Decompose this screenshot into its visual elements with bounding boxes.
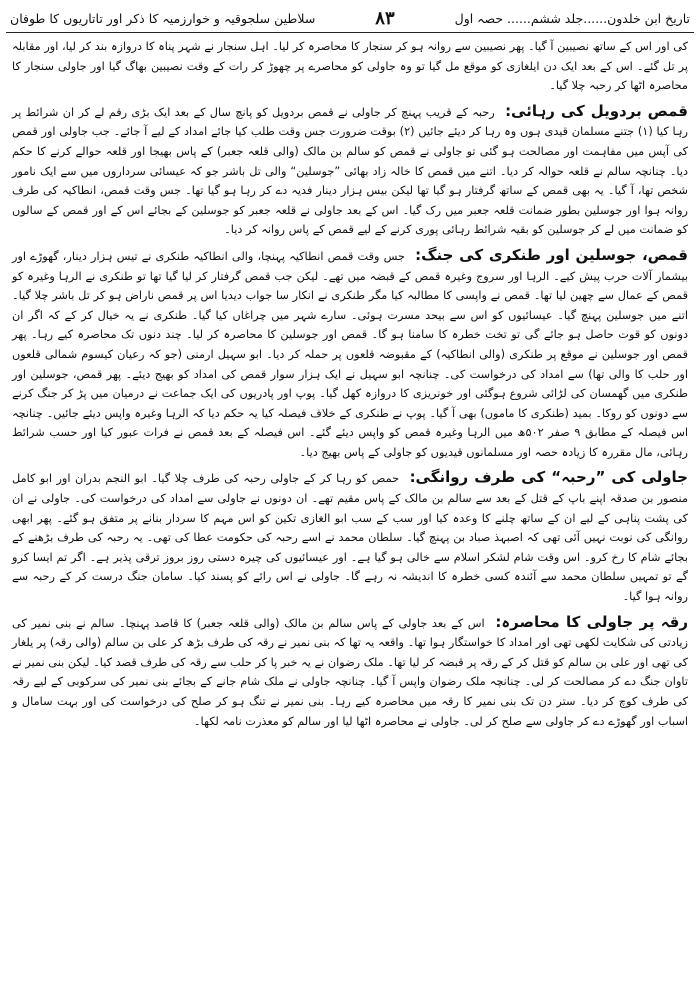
section-heading: قمص، جوسلین اور طنکری کی جنگ: xyxy=(415,245,688,264)
running-header xyxy=(6,4,694,33)
section-heading: جاولی کی ”رحبہ“ کی طرف روانگی: xyxy=(409,468,688,487)
paragraph xyxy=(12,246,688,463)
paragraph xyxy=(12,613,688,732)
paragraph-text: اس کے بعد جاولی کے پاس سالم بن مالک (والی قلعہ جعبر) کا قاصد پہنچا۔ سالم نے بنی نمیر کی زیادتی کی شکایت لکھی تھی اور امداد کا خواستگار ہوا تھا۔ واقعہ یہ تھا کہ بنی نمیر نے رقہ کی طرف بڑھ کر علی بن سالم (والی رقہ) پر یلغار کی تھی اور علی بن سالم کو قتل کر کے رقہ پر قبضہ کر لیا تھا۔ ملک رضوان نے یہ خبر پا کر حلب سے رقہ کی طرف قصد کیا۔ لیکن بنی نمیر نے تاوان جنگ دے کر مصالحت کر لی۔ چنانچہ ملک رضوان واپس آ گیا۔ چنانچہ جاولی نے ملک شام جانے کے بجائے بنی نمیر کی سرکوبی کے لیے رقہ کی طرف کوچ کر دیا۔ ستر دن تک بنی نمیر کا رقہ میں محاصرہ کیے رہا۔ بنی نمیر نے تنگ ہو کر صلح کی درخواست کی اور بہت سامال و اسباب اور گھوڑے دے کر جاولی سے صلح کر لی۔ جاولی نے محاصرہ اٹھا لیا اور سالم کو معذرت نامہ لکھا۔ xyxy=(12,616,688,728)
paragraph-text: حمص کو رہا کر کے جاولی رحبہ کی طرف چلا گیا۔ ابو النجم بدران اور ابو کامل منصور بن صدقہ اپنے باپ کے قتل کے بعد سے سالم بن مالک کے پاس مقیم تھے۔ ان دونوں نے جاولی سے امداد کی درخواست کی۔ جاولی نے ان کی پشت پناہی کے لیے ان کے ساتھ چلنے کا وعدہ کیا اور سب کے سب ابو الغازی تکین کو اس مہم کا سردار بنانے پر متفق ہو گئے۔ پھر ابھی روانگی کی نوبت نہیں آئی تھی کہ اصبہذ صباد بن پہنچ گیا۔ سلطان محمد نے اسے رحبہ کی حکومت عطا کی تھی۔ یہ رحبہ کی طرف بڑھنے کے بجائے شام کا رخ کرو۔ اس وقت شام لشکر اسلام سے خالی ہو گیا ہے۔ اور عیسائیوں کی چیرہ دستی روز بروز ترقی پذیر ہے۔ اگر تم ایسا کرو گے تو تمہیں سلطان محمد سے آئندہ کسی خطرہ کا اندیشہ نہ رہے گا۔ جاولی نے اس رائے کو پسند کیا۔ سامان جنگ درست کر کے رحبہ سے روانہ ہوا گیا۔ xyxy=(12,472,688,604)
paragraph xyxy=(12,468,688,606)
header-chapter-title: سلاطین سلجوقیہ و خوارزمیہ کا ذکر اور تاتاریوں کا طوفان xyxy=(10,10,316,26)
page-number: ۸۳ xyxy=(375,7,395,29)
paragraph xyxy=(12,102,688,240)
section-heading: قمص بردویل کی رہائی: xyxy=(505,101,688,120)
section-heading: رقہ پر جاولی کا محاصرہ: xyxy=(495,612,689,631)
page-body xyxy=(6,33,694,731)
paragraph xyxy=(12,37,688,96)
paragraph-text: رحبہ کے قریب پہنچ کر جاولی نے قمص بردویل کو پانچ سال کے بعد ایک بڑی رقم لے کر ان شرائط پر رہا کیا (۱) جتنے مسلمان قیدی ہوں وہ رہا کر دیئے جائیں (۲) بوقت ضرورت جس وقت طلب کیا جائے امداد کے لیے آ جائے۔ جب جاولی اور قمص کی آپس میں مفاہمت اور مصالحت ہو گئی تو جاولی نے قمص کو سالم بن مالک (والی قلعہ جعبر) کے پاس بھیجا اور قلعہ حوالے کرنے کا حکم دیا۔ چنانچہ سالم نے قلعہ حوالہ کر دیا۔ اتنے میں قمص کا خالہ زاد بھائی ”جوسلین“ والی تل باشر جو کہ عیسائی سرداروں میں سے ایک نامور شخص تھا، آ گیا۔ یہ بھی قمص کے ساتھ گرفتار ہو گیا تھا لیکن بیس ہزار دینار فدیہ دے کر رہا ہو گیا تھا۔ جس وقت قمص، انطاکیہ کی طرف روانہ ہوا اور جوسلین بطور ضمانت قلعہ جعبر میں رک گیا۔ اس کے بعد جاولی نے قلعہ جعبر کو جوسلین کے بجائے اس کے اور قمص کے سالوں کو ضمانت میں لے کر جوسلین کو بقیہ شرائط رہائی پوری کرنے کے لیے قمص کے پاس روانہ کر دیا۔ xyxy=(12,105,688,237)
paragraph-text: کی اور اس کے ساتھ نصیبین آ گیا۔ پھر نصیبین سے روانہ ہو کر سنجار کا محاصرہ کر لیا۔ اہل سنجار نے شہر پناہ کا دروازہ بند کر لیا، اور مقابلہ پر تل گئے۔ اس کے بعد ایک دن ایلغازی کو موقع مل گیا تو وہ جاولی کو محاصرے پر چھوڑ کر رات کے وقت نصیبین بھاگ گیا اور جاولی سنجار کا محاصرہ اٹھا کر رحبہ چلا گیا۔ xyxy=(12,40,688,93)
header-book-title: تاریخ ابن خلدون......جلد ششم...... حصہ اول xyxy=(454,10,690,26)
document-page xyxy=(6,4,694,987)
paragraph-text: جس وقت قمص انطاکیہ پہنچا، والی انطاکیہ طنکری نے تیس ہزار دینار، گھوڑے اور بیشمار آلات حرب پیش کیے۔ الرہا اور سروج وغیرہ قمص کے قبضہ میں تھے۔ لیکن جب قمص گرفتار کر لیا گیا تھا تو طنکری نے الرہا وغیرہ کو قمص کے عمال سے چھین لیا تھا۔ قمص نے واپسی کا مطالبہ کیا مگر طنکری نے انکار سا جواب دیدیا اس پر قمص ناراض ہو کر تل باشر چلا گیا۔ اتنے میں جوسلین پہنچ گیا۔ عیسائیوں کو اس سے بیحد مسرت ہوئی۔ سارے شہر میں چراغاں کیا گیا۔ طنکری نے یہ خیال کر کے کہ اگر ان دونوں کو قوت حاصل ہو جائے گی تو تخت خطرہ کا سامنا ہو گا۔ قمص اور جوسلین کا محاصرہ کر لیا۔ چند دنوں تک محاصرہ کیے رہا۔ پھر قمص اور جوسلین نے موقع پر طنکری (والی انطاکیہ) کے مقبوضہ قلعوں پر حملہ کر دیا۔ ابو سہیل ارمنی (جو کہ رعیان کیسوم شمالی قلعوں اور حلب کا والی تھا) سے امداد کی درخواست کی۔ چنانچہ ابو سہیل نے ایک ہزار سوار قمص کی امداد کو بھیج دیئے۔ پھر قمص، جوسلین اور طنکری میں گھمسان کی لڑائی شروع ہوگئی اور خونریزی کا دروازہ کھل گیا۔ پوپ اور پادریوں کی ایک جماعت نے درمیان میں پڑ کر جنگ کرنے سے دونوں کو روکا۔ بمید (طنکری کا ماموں) بھی آ گیا۔ پوپ نے طنکری کے خلاف فیصلہ کیا یہ حکم دیا کہ الرہا وغیرہ واپس دیئے جائیں۔ چنانچہ اس فیصلہ کے مطابق ۹ صفر ۵۰۲ھ میں الرہا وغیرہ قمص کو واپس دیئے گئے۔ اس فیصلہ کے بعد قمص نے فرات عبور کیا اور حسب شرائط رہائی، مال مقررہ کا زیادہ حصہ اور مسلمانوں قیدیوں کو جاولی کے پاس بھیج دیا۔ xyxy=(12,249,688,459)
